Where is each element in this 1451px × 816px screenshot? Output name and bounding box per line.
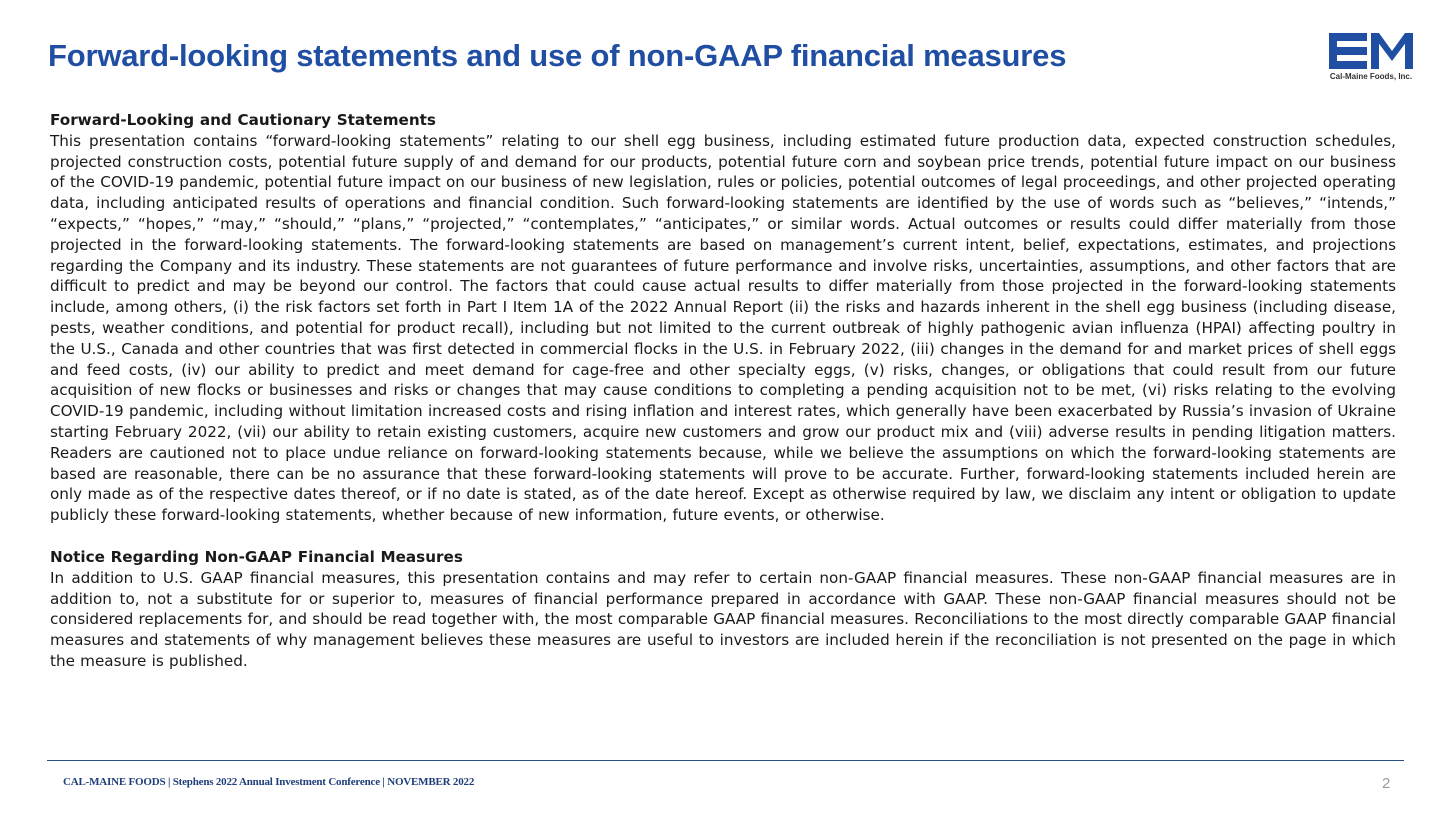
section-spacer [50, 526, 1396, 547]
footer-divider [47, 760, 1404, 761]
non-gaap-section [50, 547, 1396, 672]
forward-looking-heading: Forward-Looking and Cautionary Statements [50, 111, 436, 129]
footer-conference-label: CAL-MAINE FOODS | Stephens 2022 Annual Investment Conference | NOVEMBER 2022 [63, 776, 475, 788]
company-logo [1326, 31, 1416, 87]
page-number: 2 [1382, 775, 1391, 792]
logo-caption: Cal-Maine Foods, Inc. [1329, 72, 1413, 81]
disclaimer-content [50, 110, 1396, 672]
non-gaap-heading: Notice Regarding Non-GAAP Financial Measures [50, 547, 463, 566]
forward-looking-body: This presentation contains “forward-looking statements” relating to our shell egg business, including estimated future production data, expected construction schedules, projected construction costs, potential future supply of and demand for our products, potential future corn and soybean price trends, potential future impact on our business of the COVID-19 pandemic, potential future impact on our business of new legislation, rules or policies, potential outcomes of legal proceedings, and other projected operating data, including anticipated results of operations and financial condition. Such forward-looking statements are identified by the use of words such as “believes,” “intends,” “expects,” “hopes,” “may,” “should,” “plans,” “projected,” “contemplates,” “anticipates,” or similar words. Actual outcomes or results could differ materially from those projected in the forward-looking statements. The forward-looking statements are based on management’s current intent, belief, expectations, estimates, and projections regarding the Company and its industry. These statements are not guarantees of future performance and involve risks, uncertainties, assumptions, and other factors that are difficult to predict and may be beyond our control. The factors that could cause actual results to differ materially from those projected in the forward-looking statements include, among others, (i) the risk factors set forth in Part I Item 1A of the 2022 Annual Report (ii) the risks and hazards inherent in the shell egg business (including disease, pests, weather conditions, and potential for product recall), including but not limited to the current outbreak of highly pathogenic avian influenza (HPAI) affecting poultry in the U.S., Canada and other countries that was first detected in commercial flocks in the U.S. in February 2022, (iii) changes in the demand for and market prices of shell eggs and feed costs, (iv) our ability to predict and meet demand for cage-free and other specialty eggs, (v) risks, changes, or obligations that could result from our future acquisition of new flocks or businesses and risks or changes that may cause conditions to completing a pending acquisition not to be met, (vi) risks relating to the evolving COVID-19 pandemic, including without limitation increased costs and rising inflation and interest rates, which generally have been exacerbated by Russia’s invasion of Ukraine starting February 2022, (vii) our ability to retain existing customers, acquire new customers and grow our product mix and (viii) adverse results in pending litigation matters. Readers are cautioned not to place undue reliance on forward-looking statements because, while we believe the assumptions on which the forward-looking statements are based are reasonable, there can be no assurance that these forward-looking statements will prove to be accurate. Further, forward-looking statements included herein are only made as of the respective dates thereof, or if no date is stated, as of the date hereof. Except as otherwise required by law, we disclaim any intent or obligation to update publicly these forward-looking statements, whether because of new information, future events, or otherwise. [50, 131, 1396, 525]
slide-title: Forward-looking statements and use of non-GAAP financial measures [48, 38, 1067, 73]
non-gaap-body: In addition to U.S. GAAP financial measures, this presentation contains and may refer to certain non-GAAP financial measures. These non-GAAP financial measures are in addition to, not a substitute for or superior to, measures of financial performance prepared in accordance with GAAP. These non-GAAP financial measures should not be considered replacements for, and should be read together with, the most comparable GAAP financial measures. Reconciliations to the most directly comparable GAAP financial measures and statements of why management believes these measures are useful to investors are included herein if the reconciliation is not presented on the page in which the measure is published. [50, 568, 1396, 670]
cal-maine-cm-logo-icon [1326, 31, 1416, 71]
forward-looking-section [50, 110, 1396, 526]
